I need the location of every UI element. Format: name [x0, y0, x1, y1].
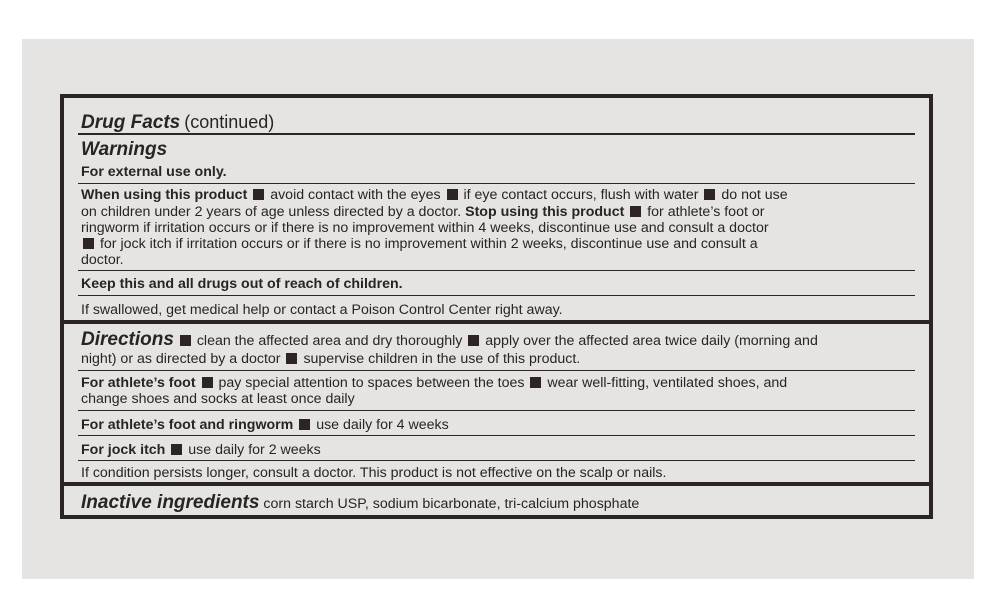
keep-out-of-reach: Keep this and all drugs out of reach of children.: [81, 276, 403, 292]
inactive-ingredients-line: [81, 492, 915, 513]
warnings-heading: [81, 139, 915, 160]
when-using-line-2: [81, 204, 915, 220]
drug-facts-subtitle: (continued): [184, 112, 275, 132]
stop-using-line: [81, 252, 915, 268]
bullet-square-icon: [171, 444, 182, 455]
warning-text: doctor.: [81, 252, 124, 268]
directions-text: night) or as directed by a doctor: [81, 351, 281, 367]
warning-text: for athlete’s foot or: [647, 204, 765, 220]
warning-text: ringworm if irritation occurs or if there is no improvement within 4 weeks, discontinue use and consult a doctor: [81, 220, 769, 236]
directions-line-2: [81, 351, 915, 367]
warnings-heading-text: Warnings: [81, 139, 168, 160]
divider: [78, 133, 915, 135]
drug-facts-panel: [60, 94, 933, 519]
divider: [78, 410, 915, 411]
bullet-square-icon: [530, 377, 541, 388]
ringworm-label: For athlete’s foot and ringworm: [81, 417, 294, 433]
directions-text: pay special attention to spaces between the toes: [218, 375, 525, 391]
divider: [78, 370, 915, 371]
bullet-square-icon: [286, 353, 297, 364]
external-use: For external use only.: [81, 164, 227, 180]
inactive-ingredients-text: corn starch USP, sodium bicarbonate, tri-calcium phosphate: [263, 496, 640, 512]
drug-facts-title: Drug Facts: [81, 112, 181, 133]
directions-text: apply over the affected area twice daily (morning and: [485, 333, 818, 349]
when-using-label: When using this product: [81, 187, 248, 203]
bullet-square-icon: [180, 335, 191, 346]
stop-using-line: [81, 220, 915, 236]
drug-facts-title-row: [81, 114, 915, 132]
section-divider: [64, 482, 929, 486]
when-using-line-1: [81, 187, 915, 203]
bullet-square-icon: [299, 419, 310, 430]
stop-using-label: Stop using this product: [465, 204, 625, 220]
warning-text: on children under 2 years of age unless directed by a doctor.: [81, 204, 462, 220]
bullet-square-icon: [202, 377, 213, 388]
stop-using-line: [81, 236, 915, 252]
directions-text: use daily for 2 weeks: [188, 442, 321, 458]
divider: [78, 270, 915, 271]
bullet-square-icon: [704, 189, 715, 200]
if-swallowed: If swallowed, get medical help or contact a Poison Control Center right away.: [81, 302, 563, 318]
directions-text: use daily for 4 weeks: [316, 417, 449, 433]
bullet-square-icon: [83, 238, 94, 249]
directions-text: clean the affected area and dry thoroughly: [196, 333, 463, 349]
bullet-square-icon: [253, 189, 264, 200]
bullet-square-icon: [468, 335, 479, 346]
bullet-square-icon: [630, 206, 641, 217]
athletes-foot-line-2: [81, 391, 915, 407]
condition-persists: If condition persists longer, consult a doctor. This product is not effective on the scalp or nails.: [81, 465, 667, 481]
athletes-foot-line-1: [81, 375, 915, 391]
warning-text: if eye contact occurs, flush with water: [463, 187, 699, 203]
section-divider: [64, 320, 929, 324]
warning-text: for jock itch if irritation occurs or if there is no improvement within 2 weeks, discontinue use and consult a: [99, 236, 758, 252]
bullet-square-icon: [447, 189, 458, 200]
divider: [78, 460, 915, 461]
jock-itch-label: For jock itch: [81, 442, 166, 458]
inactive-ingredients-heading: Inactive ingredients: [81, 492, 260, 513]
warning-text: do not use: [721, 187, 788, 203]
jock-itch-line: [81, 442, 915, 458]
ringworm-line: [81, 417, 915, 433]
divider: [78, 183, 915, 184]
warning-text: avoid contact with the eyes: [270, 187, 441, 203]
divider: [78, 295, 915, 296]
directions-text: supervise children in the use of this product.: [303, 351, 581, 367]
divider: [78, 435, 915, 436]
directions-line-1: [81, 329, 915, 350]
directions-text: wear well-fitting, ventilated shoes, and: [547, 375, 788, 391]
directions-text: change shoes and socks at least once daily: [81, 391, 355, 407]
athletes-foot-label: For athlete’s foot: [81, 375, 196, 391]
directions-heading: Directions: [81, 329, 174, 350]
